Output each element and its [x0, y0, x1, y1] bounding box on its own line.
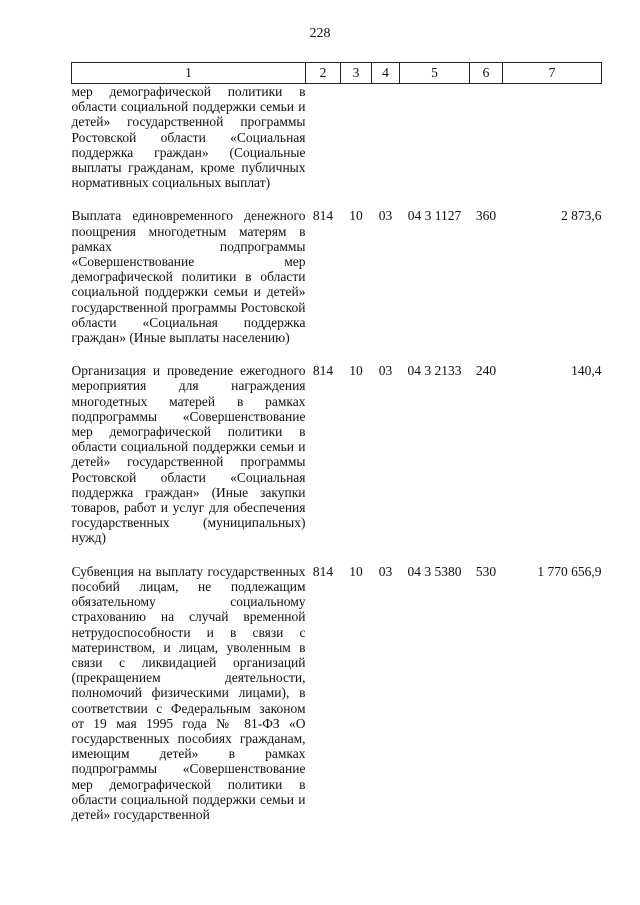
row-description: Выплата единовременного денежного поощрения многодетным матерям в рамках подпрограммы «Совершенствование мер демографической политики в области социальной поддержки семьи и детей» государственной программы Ростовской области «Социальная поддержка граждан» (Иные выплаты населению): [71, 208, 306, 346]
row-expense-type: 360: [475, 208, 497, 224]
row-target: 04 3 1127: [407, 208, 462, 224]
row-section: 10: [349, 208, 363, 224]
header-col-3: 3: [341, 63, 372, 84]
header-col-1: 1: [72, 63, 306, 84]
row-expense-type: 240: [475, 363, 497, 379]
header-col-2: 2: [306, 63, 341, 84]
table-row: [72, 84, 602, 191]
header-col-4: 4: [372, 63, 400, 84]
row-target: [400, 84, 470, 191]
row-subsection: 03: [378, 563, 393, 579]
row-amount: [503, 84, 602, 191]
row-ministry: 814: [312, 363, 334, 379]
budget-table: [71, 62, 602, 822]
row-target: 04 3 5380: [407, 563, 462, 579]
row-amount: 1 770 656,9: [537, 563, 602, 579]
table-header: [72, 63, 602, 84]
header-row: [72, 63, 602, 84]
row-expense-type: [470, 84, 503, 191]
header-col-5: 5: [400, 63, 470, 84]
row-target: 04 3 2133: [407, 363, 462, 379]
table-row: [72, 564, 602, 822]
header-col-7: 7: [503, 63, 602, 84]
row-amount: 2 873,6: [561, 208, 602, 224]
row-section: [341, 84, 372, 191]
row-expense-type: 530: [475, 563, 497, 579]
row-subsection: [372, 84, 400, 191]
row-spacer: [72, 546, 602, 564]
table-row: [72, 208, 602, 345]
row-description: мер демографической политики в области социальной поддержки семьи и детей» государственной программы Ростовской области «Социальная поддержка граждан» (Социальные выплаты гражданам, кроме публичных нормативных социальных выплат): [71, 84, 306, 191]
table-row: [72, 363, 602, 545]
row-spacer: [72, 190, 602, 208]
page-number: 228: [309, 26, 331, 41]
row-subsection: 03: [378, 363, 393, 379]
table-body: [72, 84, 602, 823]
row-subsection: 03: [378, 208, 393, 224]
row-ministry: 814: [312, 208, 334, 224]
row-section: 10: [349, 563, 363, 579]
row-description: Субвенция на выплату государственных пособий лицам, не подлежащим обязательному социальному страхованию на случай временной нетрудоспособности и в связи с материнством, и лицам, уволенным в связи с ликвидацией организаций (прекращением деятельности, полномочий физическими лицами), в соответствии с Федеральным законом от 19 мая 1995 года № 81-ФЗ «О государственных пособиях гражданам, имеющим детей» в рамках подпрограммы «Совершенствование мер демографической политики в области социальной поддержки семьи и детей» государственной: [71, 563, 306, 822]
header-col-6: 6: [470, 63, 503, 84]
row-spacer: [72, 345, 602, 363]
row-section: 10: [349, 363, 363, 379]
row-amount: 140,4: [571, 363, 602, 379]
row-ministry: 814: [312, 563, 334, 579]
row-description: Организация и проведение ежегодного мероприятия для награждения многодетных матерей в рамках подпрограммы «Совершенствование мер демографической политики в области социальной поддержки семьи и детей» государственной программы Ростовской области «Социальная поддержка граждан» (Иные закупки товаров, работ и услуг для обеспечения государственных (муниципальных) нужд): [71, 363, 306, 546]
row-ministry: [306, 84, 341, 191]
